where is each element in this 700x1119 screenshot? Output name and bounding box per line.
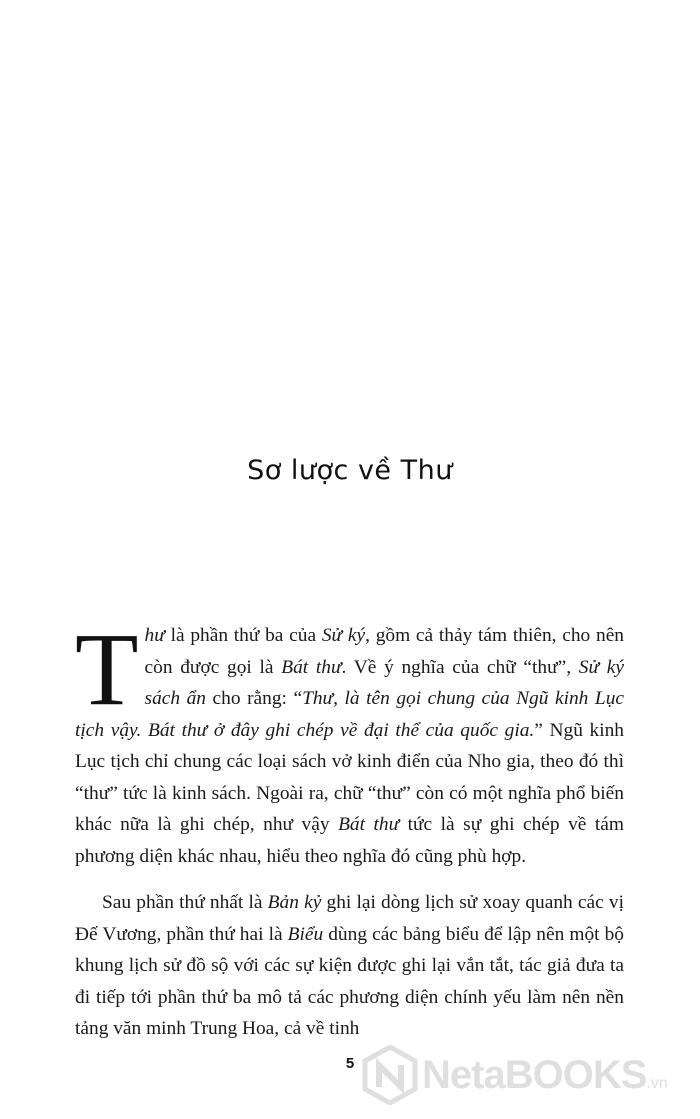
paragraph1-run: Bát thư xyxy=(281,656,342,678)
paragraph2-run: Biểu xyxy=(287,923,324,945)
paragraph1-run: . Về ý nghĩa của chữ “thư”, xyxy=(341,656,579,678)
paragraph1-run: Sử ký xyxy=(321,625,366,646)
paragraph1-run: cho rằng: “ xyxy=(206,688,303,709)
paragraph-2-text xyxy=(75,892,624,1039)
paragraph1-run: Thư, là tên gọi chung của Ngũ kinh Lục tịch vậy. Bát thư ở đây ghi chép về đại thể của quốc gia. xyxy=(75,688,624,741)
paragraph2-run: dùng các bảng biểu để lập nên một bộ khung lịch sử đồ sộ với các sự kiện được ghi lại vắn tắt, tác giả đưa ta đi tiếp tới phần thứ ba mô tả các phương diện chính yếu làm nên nền tảng văn minh Trung Hoa, cả về tinh xyxy=(75,923,624,1039)
paragraph2-run: Sau phần thứ nhất là xyxy=(102,892,268,913)
watermark xyxy=(362,1040,700,1110)
paragraph2-run: Bản kỷ xyxy=(267,892,322,913)
paragraph-2 xyxy=(75,887,624,1045)
watermark-text: NetaBOOKS.vn xyxy=(422,1052,668,1097)
paragraph2-run: ghi lại dòng lịch sử xoay quanh các vị Đế Vương, phần thứ hai là xyxy=(75,892,625,945)
paragraph-1-text xyxy=(75,625,624,867)
paragraph-1 xyxy=(75,612,624,872)
page-number: 5 xyxy=(345,1055,355,1072)
drop-cap: T xyxy=(75,612,139,727)
chapter-title: Sơ lược về Thư xyxy=(247,455,453,486)
netabooks-logo-icon xyxy=(362,1045,418,1105)
paragraph1-run: tức là sự ghi chép về tám phương diện khác nhau, hiểu theo nghĩa đó cũng phù hợp. xyxy=(75,814,624,867)
paragraph1-run: ” Ngũ kinh Lục tịch chỉ chung các loại sách vở kinh điển của Nho gia, theo đó thì “thư” tức là kinh sách. Ngoài ra, chữ “thư” còn có một nghĩa phổ biến khác nữa là ghi chép, như vậy xyxy=(75,719,624,835)
paragraph1-run: , gồm cả thảy tám thiên, cho nên còn được gọi là xyxy=(144,625,624,678)
paragraph1-run: Sử ký sách ẩn xyxy=(144,656,624,709)
paragraph1-run: là phần thứ ba của xyxy=(164,625,322,646)
body-text xyxy=(75,612,625,1045)
paragraph1-run: hư xyxy=(144,625,165,646)
paragraph1-run: Bát thư xyxy=(338,814,400,835)
